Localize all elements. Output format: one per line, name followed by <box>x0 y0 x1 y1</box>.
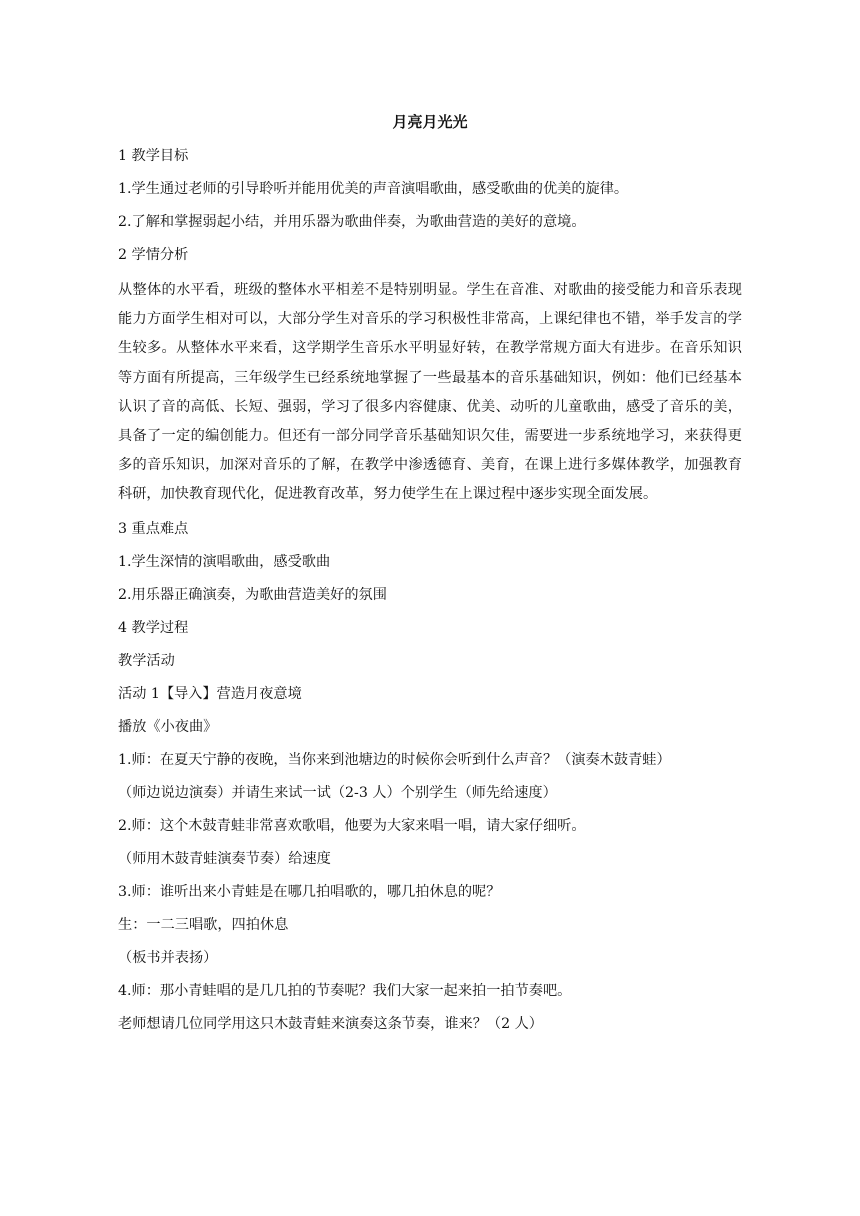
section-heading-teaching-process: 4 教学过程 <box>118 619 189 636</box>
activity-line: 2.师：这个木鼓青蛙非常喜欢歌唱，他要为大家来唱一唱，请大家仔细听。 <box>118 817 586 834</box>
activity-line: 1.师：在夏天宁静的夜晚，当你来到池塘边的时候你会听到什么声音？（演奏木鼓青蛙） <box>118 751 671 768</box>
analysis-paragraph: 从整体的水平看，班级的整体水平相差不是特别明显。学生在音准、对歌曲的接受能力和音乐表现能力方面学生相对可以，大部分学生对音乐的学习积极性非常高，上课纪律也不错，举手发言的学生较多。从整体水平来看，这学期学生音乐水平明显好转，在教学常规方面大有进步。在音乐知识等方面有所提高，三年级学生已经系统地掌握了一些最基本的音乐基础知识，例如：他们已经基本认识了音的高低、长短、强弱，学习了很多内容健康、优美、动听的儿童歌曲，感受了音乐的美，具备了一定的编创能力。但还有一部分同学音乐基础知识欠佳，需要进一步系统地学习，来获得更多的音乐知识，加深对音乐的了解，在教学中渗透德育、美育，在课上进行多媒体教学，加强教育科研，加快教育现代化，促进教育改革，努力使学生在上课过程中逐步实现全面发展。 <box>118 281 742 503</box>
activity-line: 播放《小夜曲》 <box>118 718 218 735</box>
activity-line: （板书并表扬） <box>118 949 218 966</box>
activity-line: （师用木鼓青蛙演奏节奏）给速度 <box>118 850 331 867</box>
activity-line: 生：一二三唱歌，四拍休息 <box>118 916 289 933</box>
document-body <box>118 144 742 1045</box>
section-heading-teaching-goals: 1 教学目标 <box>118 148 189 164</box>
goal-item-1: 1.学生通过老师的引导聆听并能用优美的声音演唱歌曲，感受歌曲的优美的旋律。 <box>118 180 629 197</box>
section-heading-student-analysis: 2 学情分析 <box>118 246 189 263</box>
goal-item-2: 2.了解和掌握弱起小结，并用乐器为歌曲伴奏，为歌曲营造的美好的意境。 <box>118 213 586 230</box>
activity-line: （师边说边演奏）并请生来试一试（2-3 人）个别学生（师先给速度） <box>118 784 557 801</box>
activity-1-heading: 活动 1【导入】营造月夜意境 <box>118 685 302 702</box>
document-title: 月亮月光光 <box>392 113 468 131</box>
activity-line: 4.师：那小青蛙唱的是几几拍的节奏呢？我们大家一起来拍一拍节奏吧。 <box>118 982 572 999</box>
key-point-1: 1.学生深情的演唱歌曲，感受歌曲 <box>118 553 331 570</box>
subheading-teaching-activities: 教学活动 <box>118 652 175 669</box>
section-heading-key-points: 3 重点难点 <box>118 520 189 537</box>
activity-line: 3.师：谁听出来小青蛙是在哪几拍唱歌的，哪几拍休息的呢？ <box>118 883 501 900</box>
key-point-2: 2.用乐器正确演奏，为歌曲营造美好的氛围 <box>118 586 387 603</box>
activity-line: 老师想请几位同学用这只木鼓青蛙来演奏这条节奏，谁来？（2 人） <box>118 1015 543 1032</box>
